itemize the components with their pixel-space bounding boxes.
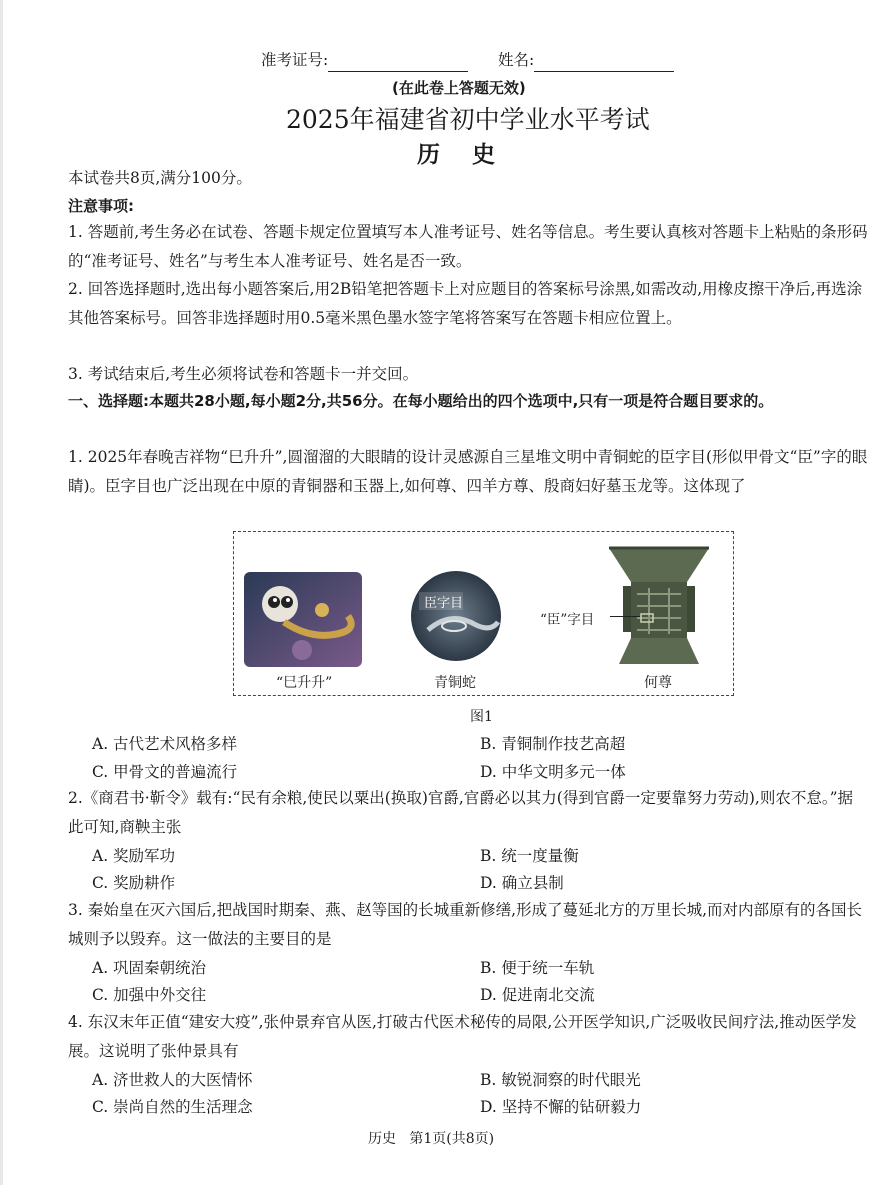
q1-option-b: B. 青铜制作技艺高超 [480, 735, 626, 753]
label-mascot: “巳升升” [276, 675, 333, 691]
label-he-zun: 何尊 [644, 675, 672, 691]
q4-option-c: C. 崇尚自然的生活理念 [92, 1098, 253, 1116]
char-eye-tag: “臣”字目 [540, 612, 595, 628]
invalid-notice: (在此卷上答题无效) [392, 79, 526, 97]
q1-option-d: D. 中华文明多元一体 [480, 763, 626, 781]
pointer-line [610, 616, 640, 617]
q2-option-a: A. 奖励军功 [92, 847, 176, 865]
candidate-id-label: 准考证号: [261, 51, 329, 69]
exam-title: 2025年福建省初中学业水平考试 [286, 105, 650, 134]
q3-option-c: C. 加强中外交往 [92, 986, 207, 1004]
mascot-image [244, 572, 362, 667]
question-2-stem: 2.《商君书·靳令》载有:“民有余粮,使民以粟出(换取)官爵,官爵必以其力(得到官爵一定要靠努力劳动),则农不怠。”据此可知,商鞅主张 [68, 789, 854, 836]
question-3-stem: 3. 秦始皇在灭六国后,把战国时期秦、燕、赵等国的长城重新修缮,形成了蔓延北方的万里长城,而对内部原有的各国长城则予以毁弃。这一做法的主要目的是 [68, 901, 863, 948]
q3-option-b: B. 便于统一车轨 [480, 959, 595, 977]
candidate-name-blank [534, 53, 674, 72]
eye-tag: 臣字目 [424, 596, 464, 611]
bronze-snake-image [406, 570, 506, 662]
q1-option-c: C. 甲骨文的普遍流行 [92, 763, 238, 781]
note-item-1: 1. 答题前,考生务必在试卷、答题卡规定位置填写本人准考证号、姓名等信息。考生要认真核对答题卡上粘贴的条形码的“准考证号、姓名”与考生本人准考证号、姓名是否一致。 [68, 223, 868, 270]
q4-option-d: D. 坚持不懈的钻研毅力 [480, 1098, 642, 1116]
q4-option-a: A. 济世救人的大医情怀 [92, 1071, 253, 1089]
candidate-name-label: 姓名: [498, 51, 535, 69]
question-1-stem: 1. 2025年春晚吉祥物“巳升升”,圆溜溜的大眼睛的设计灵感源自三星堆文明中青铜蛇的臣字目(形似甲骨文“臣”字的眼睛)。臣字目也广泛出现在中原的青铜器和玉器上,如何尊、四羊方尊、殷商妇好墓玉龙等。这体现了 [68, 448, 868, 495]
notes-heading: 注意事项: [68, 197, 134, 215]
page-footer: 历史 第1页(共8页) [368, 1131, 495, 1147]
q3-option-a: A. 巩固秦朝统治 [92, 959, 207, 977]
note-item-3: 3. 考试结束后,考生必须将试卷和答题卡一并交回。 [68, 365, 419, 383]
q4-option-b: B. 敏锐洞察的时代眼光 [480, 1071, 641, 1089]
label-bronze-snake: 青铜蛇 [434, 675, 476, 691]
he-zun-image [599, 542, 719, 670]
subject-title: 历 史 [417, 142, 496, 168]
q1-option-a: A. 古代艺术风格多样 [92, 735, 238, 753]
figure-caption: 图1 [470, 709, 493, 725]
q2-option-d: D. 确立县制 [480, 874, 564, 892]
candidate-name-field [498, 48, 674, 72]
q2-option-c: C. 奖励耕作 [92, 874, 176, 892]
page-edge [0, 0, 3, 1185]
candidate-id-blank [328, 53, 468, 72]
intro-text: 本试卷共8页,满分100分。 [68, 169, 252, 187]
note-item-2: 2. 回答选择题时,选出每小题答案后,用2B铅笔把答题卡上对应题目的答案标号涂黑,如需改动,用橡皮擦干净后,再选涂其他答案标号。回答非选择题时用0.5毫米黑色墨水签字笔将答案写在答题卡相应位置上。 [68, 280, 863, 327]
question-4-stem: 4. 东汉末年正值“建安大疫”,张仲景弃官从医,打破古代医术秘传的局限,公开医学知识,广泛吸收民间疗法,推动医学发展。这说明了张仲景具有 [68, 1013, 857, 1060]
q3-option-d: D. 促进南北交流 [480, 986, 595, 1004]
q2-option-b: B. 统一度量衡 [480, 847, 579, 865]
candidate-id-field [261, 48, 468, 72]
section-heading: 一、选择题:本题共28小题,每小题2分,共56分。在每小题给出的四个选项中,只有一项是符合题目要求的。 [68, 392, 774, 410]
figure-1 [233, 531, 734, 696]
